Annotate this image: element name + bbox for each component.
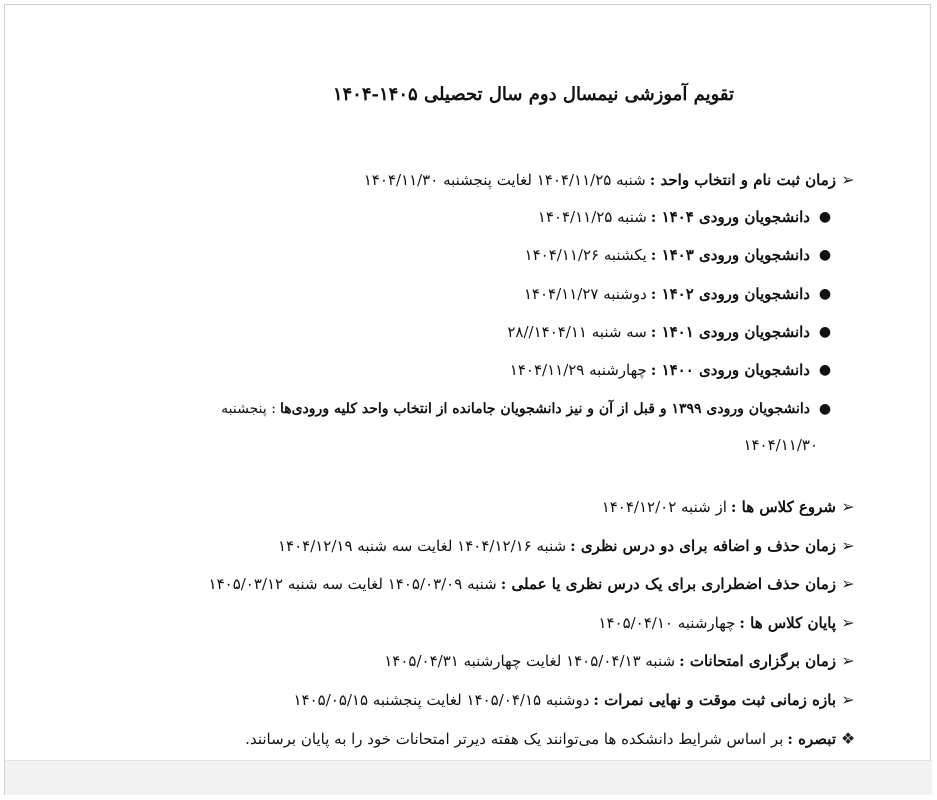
dot-bullet-icon: ●: [818, 401, 832, 417]
entry-label: دانشجویان ورودی ۱۴۰۳ :: [650, 246, 810, 264]
item-value: شنبه ۱۴۰۴/۱۲/۱۶ لغایت سه شنبه ۱۴۰۴/۱۲/۱۹: [277, 537, 567, 555]
entry-value: چهارشنبه ۱۴۰۴/۱۱/۲۹: [509, 361, 647, 379]
arrow-bullet-icon: ➢: [841, 574, 855, 593]
entry-value: سه شنبه ۱۴۰۴/۱۱//۲۸: [507, 323, 647, 341]
note-label: تبصره :: [787, 730, 836, 748]
calendar-item: [209, 573, 860, 595]
dot-bullet-icon: ●: [818, 209, 832, 225]
dot-bullet-icon: ●: [818, 286, 832, 302]
calendar-item: [598, 612, 860, 634]
item-label: زمان برگزاری امتحانات :: [679, 652, 836, 670]
item-label: زمان حذف اضطراری برای یک درس نظری یا عملی :: [500, 575, 836, 593]
footer-band: [5, 760, 932, 795]
entry-label: دانشجویان ورودی ۱۴۰۴ :: [650, 208, 810, 226]
calendar-item: [278, 535, 860, 557]
item-value: شنبه ۱۴۰۵/۰۴/۱۳ لغایت چهارشنبه ۱۴۰۵/۰۴/۳۱: [384, 652, 676, 670]
arrow-bullet-icon: ➢: [841, 690, 855, 709]
entry-row: [525, 244, 860, 266]
entry-value: : پنجشنبه: [221, 401, 276, 417]
note-value: بر اساس شرایط دانشکده ها می‌توانند یک هفته دیرتر امتحانات خود را به پایان برسانند.: [245, 730, 784, 748]
entry-label: دانشجویان ورودی ۱۴۰۰ :: [650, 361, 810, 379]
entry-label: دانشجویان ورودی ۱۳۹۹ و قبل از آن و نیز دانشجویان جامانده از انتخاب واحد کلیه ورودی‌ها: [279, 401, 810, 417]
registration-value: شنبه ۱۴۰۴/۱۱/۲۵ لغایت پنجشنبه ۱۴۰۴/۱۱/۳۰: [363, 171, 646, 189]
note-row: [245, 728, 860, 750]
item-label: زمان حذف و اضافه برای دو درس نظری :: [570, 537, 836, 555]
item-value: شنبه ۱۴۰۵/۰۳/۰۹ لغایت سه شنبه ۱۴۰۵/۰۳/۱۲: [208, 575, 497, 593]
entry-value: شنبه ۱۴۰۴/۱۱/۲۵: [537, 208, 647, 226]
item-label: شروع کلاس ها :: [730, 498, 836, 516]
arrow-bullet-icon: ➢: [841, 170, 855, 189]
entry-continuation: ۱۴۰۴/۱۱/۳۰: [743, 436, 818, 454]
item-value: چهارشنبه ۱۴۰۵/۰۴/۱۰: [598, 614, 736, 632]
calendar-item: [384, 650, 860, 672]
entry-value: دوشنبه ۱۴۰۴/۱۱/۲۷: [523, 285, 647, 303]
arrow-bullet-icon: ➢: [841, 536, 855, 555]
item-value: دوشنبه ۱۴۰۵/۰۴/۱۵ لغایت پنجشنبه ۱۴۰۵/۰۵/۱۵: [293, 691, 590, 709]
registration-label: زمان ثبت نام و انتخاب واحد :: [649, 171, 836, 189]
dot-bullet-icon: ●: [818, 362, 832, 378]
entry-row: [524, 283, 860, 305]
calendar-item: [602, 496, 860, 518]
arrow-bullet-icon: ➢: [841, 497, 855, 516]
item-label: بازه زمانی ثبت موقت و نهایی نمرات :: [593, 691, 836, 709]
entry-row: [221, 398, 860, 420]
entry-row: [507, 321, 860, 343]
calendar-item: [293, 689, 860, 711]
entry-row: [538, 206, 860, 228]
arrow-bullet-icon: ➢: [841, 613, 855, 632]
entry-row: [510, 359, 860, 381]
four-diamond-bullet-icon: ❖: [840, 729, 856, 748]
dot-bullet-icon: ●: [818, 247, 832, 263]
dot-bullet-icon: ●: [818, 324, 832, 340]
item-value: از شنبه ۱۴۰۴/۱۲/۰۲: [601, 498, 727, 516]
entry-value: یکشنبه ۱۴۰۴/۱۱/۲۶: [524, 246, 647, 264]
arrow-bullet-icon: ➢: [841, 651, 855, 670]
registration-row: [364, 169, 860, 191]
entry-label: دانشجویان ورودی ۱۴۰۱ :: [650, 323, 810, 341]
page-title: تقویم آموزشی نیمسال دوم سال تحصیلی ۱۴۰۵-۱۴۰۴: [332, 84, 734, 105]
entry-label: دانشجویان ورودی ۱۴۰۲ :: [650, 285, 810, 303]
item-label: پایان کلاس ها :: [739, 614, 836, 632]
